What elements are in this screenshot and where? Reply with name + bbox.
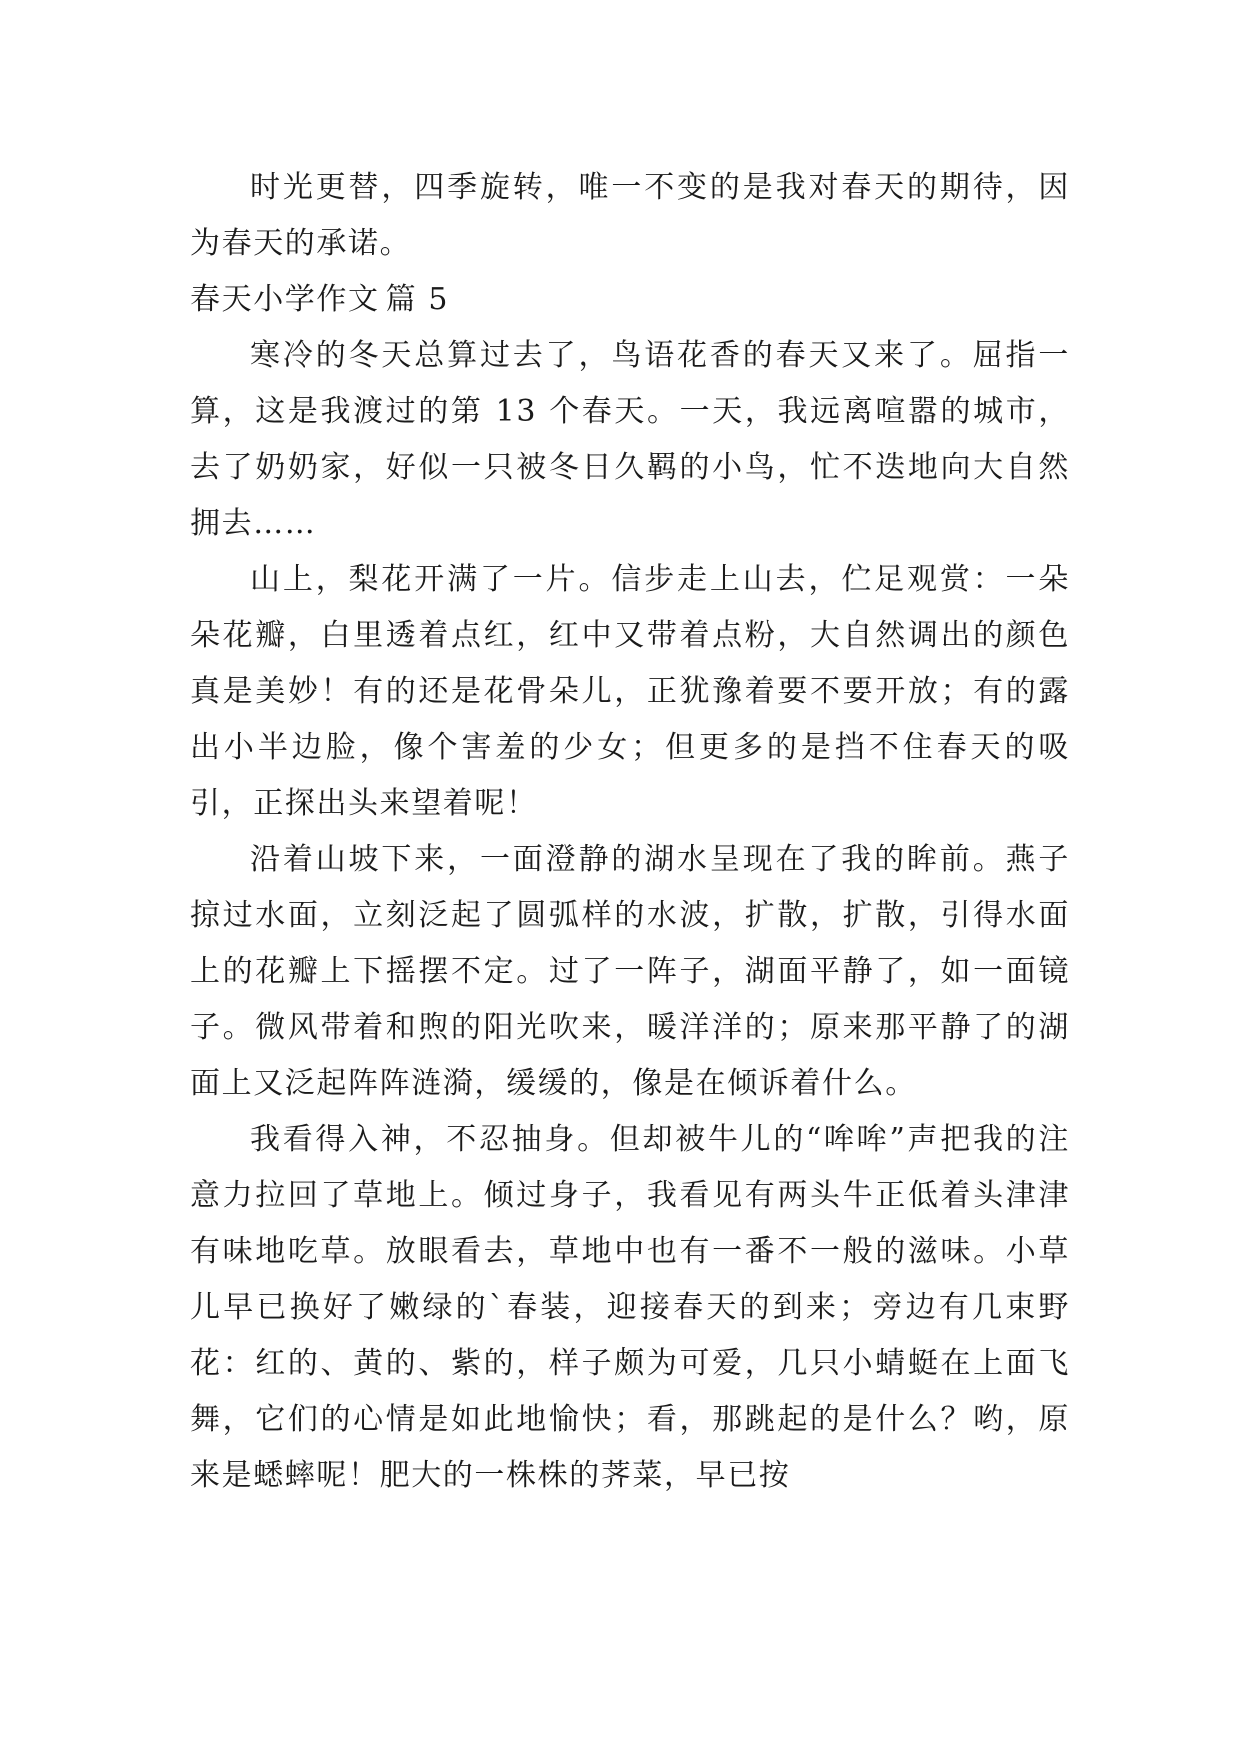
intro-paragraph: 时光更替，四季旋转，唯一不变的是我对春天的期待，因为春天的承诺。 bbox=[190, 170, 1070, 261]
paragraph-1: 寒冷的冬天总算过去了，鸟语花香的春天又来了。屈指一算，这是我渡过的第 13 个春天。一天，我远离喧嚣的城市，去了奶奶家，好似一只被冬日久羁的小鸟，忙不迭地向大自然拥去…… bbox=[190, 338, 1070, 541]
document-body bbox=[190, 160, 1070, 1504]
paragraph-4: 我看得入神，不忍抽身。但却被牛儿的“哞哞”声把我的注意力拉回了草地上。倾过身子，我看见有两头牛正低着头津津有味地吃草。放眼看去，草地中也有一番不一般的滋味。小草儿早已换好了嫩绿的`春装，迎接春天的到来；旁边有几束野花：红的、黄的、紫的，样子颇为可爱，几只小蜻蜓在上面飞舞，它们的心情是如此地愉快；看，那跳起的是什么？哟，原来是蟋蟀呢！肥大的一株株的荠菜，早已按 bbox=[190, 1122, 1070, 1493]
section-heading bbox=[190, 272, 1070, 328]
paragraph-3: 沿着山坡下来，一面澄静的湖水呈现在了我的眸前。燕子掠过水面，立刻泛起了圆弧样的水波，扩散，扩散，引得水面上的花瓣上下摇摆不定。过了一阵子，湖面平静了，如一面镜子。微风带着和煦的阳光吹来，暖洋洋的；原来那平静了的湖面上又泛起阵阵涟漪，缓缓的，像是在倾诉着什么。 bbox=[190, 842, 1070, 1101]
section-number: 篇 5 bbox=[385, 282, 450, 317]
paragraph-2: 山上，梨花开满了一片。信步走上山去，伫足观赏：一朵朵花瓣，白里透着点红，红中又带着点粉，大自然调出的颜色真是美妙！有的还是花骨朵儿，正犹豫着要不要开放；有的露出小半边脸，像个害羞的少女；但更多的是挡不住春天的吸引，正探出头来望着呢！ bbox=[190, 562, 1070, 821]
section-title: 春天小学作文 bbox=[190, 282, 380, 317]
